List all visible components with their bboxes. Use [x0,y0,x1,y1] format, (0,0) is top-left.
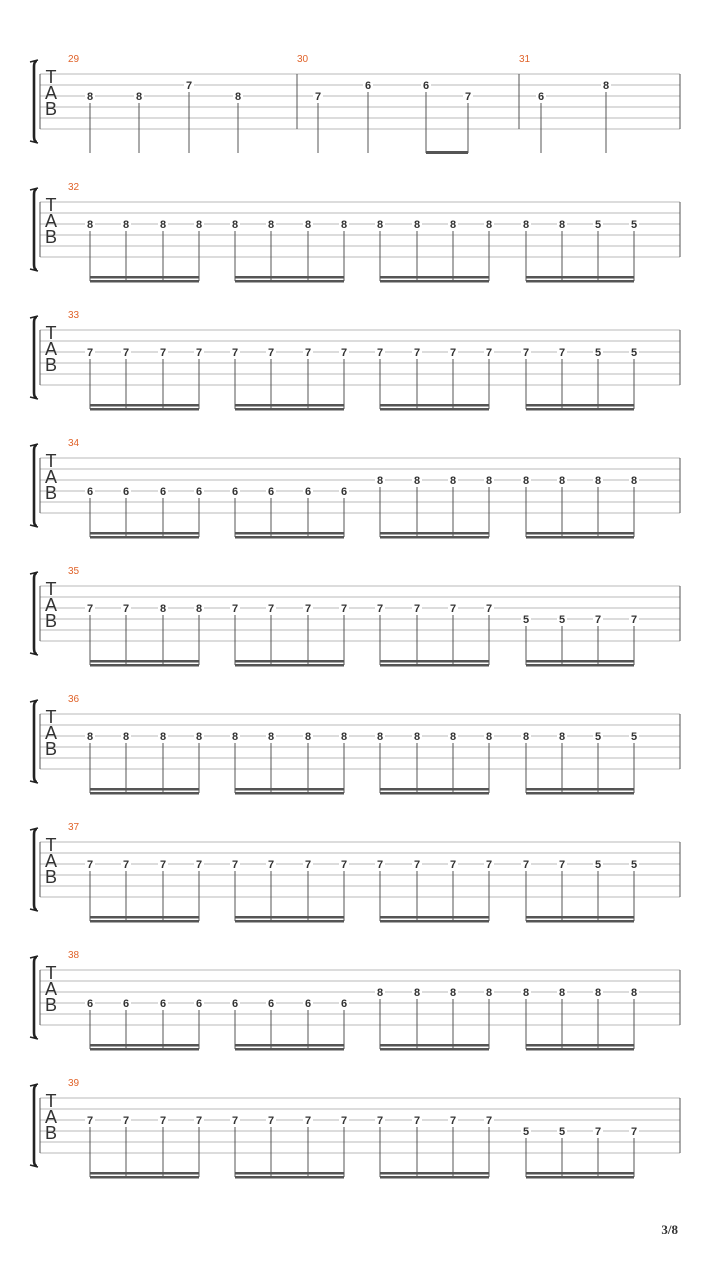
fret-number: 8 [159,219,167,231]
fret-number: 8 [159,603,167,615]
tab-system [30,822,680,923]
fret-number: 6 [231,998,239,1010]
measure-number: 38 [68,950,80,961]
fret-number: 5 [558,614,566,626]
fret-number: 7 [485,603,493,615]
tab-system [30,950,680,1051]
fret-number: 7 [340,603,348,615]
beam [526,664,634,667]
fret-number: 7 [376,603,384,615]
tab-system [30,1078,680,1179]
beam [526,276,634,279]
tab-system [30,54,680,154]
beam [90,536,199,539]
fret-number: 8 [485,219,493,231]
beam [380,664,489,667]
fret-number: 7 [267,347,275,359]
tab-clef-letter: A [44,339,58,359]
beam [380,1048,489,1051]
fret-number: 5 [630,731,638,743]
fret-number: 8 [86,731,94,743]
beam [526,1044,634,1047]
fret-number: 7 [376,859,384,871]
fret-number: 8 [449,731,457,743]
beam [90,1176,199,1179]
beam [526,1048,634,1051]
beam [235,1044,344,1047]
fret-number: 8 [267,219,275,231]
tab-clef-letter: T [45,707,57,727]
fret-number: 8 [86,91,94,103]
fret-number: 8 [413,219,421,231]
fret-number: 7 [485,347,493,359]
fret-number: 8 [376,475,384,487]
system-bracket [34,573,37,654]
beam [426,151,468,154]
beam [90,792,199,795]
fret-number: 7 [340,1115,348,1127]
tab-clef-letter: B [44,227,58,247]
fret-number: 8 [449,475,457,487]
fret-number: 8 [558,987,566,999]
fret-number: 8 [195,219,203,231]
fret-number: 7 [464,91,472,103]
beam [90,1048,199,1051]
tab-system [30,182,680,283]
fret-number: 7 [413,347,421,359]
beam [235,532,344,535]
fret-number: 8 [594,475,602,487]
fret-number: 8 [630,475,638,487]
tab-clef-letter: A [44,467,58,487]
beam [235,276,344,279]
system-bracket [34,701,37,782]
fret-number: 8 [159,731,167,743]
tab-system [30,694,680,795]
beam [526,660,634,663]
beam [90,276,199,279]
fret-number: 8 [340,731,348,743]
fret-number: 7 [122,603,130,615]
beam [90,404,199,407]
beam [526,920,634,923]
fret-number: 7 [522,347,530,359]
beam [380,660,489,663]
tab-clef-letter: B [44,995,58,1015]
beam [526,532,634,535]
tab-clef-letter: B [44,611,58,631]
system-bracket [34,829,37,910]
fret-number: 5 [558,1126,566,1138]
beam [235,408,344,411]
fret-number: 7 [522,859,530,871]
fret-number: 8 [485,731,493,743]
tab-clef-letter: A [44,1107,58,1127]
beam [380,788,489,791]
fret-number: 6 [422,80,430,92]
fret-number: 8 [340,219,348,231]
fret-number: 5 [594,731,602,743]
fret-number: 7 [449,1115,457,1127]
tab-clef-letter: A [44,979,58,999]
beam [380,1172,489,1175]
fret-number: 7 [304,603,312,615]
measure-number: 39 [68,1078,80,1089]
fret-number: 7 [86,347,94,359]
fret-number: 8 [413,475,421,487]
fret-number: 7 [558,859,566,871]
beam [235,660,344,663]
fret-number: 7 [304,859,312,871]
fret-number: 6 [267,486,275,498]
beam [380,408,489,411]
beam [90,788,199,791]
beam [90,532,199,535]
beam [235,664,344,667]
tab-clef-letter: A [44,83,58,103]
fret-number: 8 [234,91,242,103]
tab-clef-letter: B [44,867,58,887]
beam [90,664,199,667]
fret-number: 7 [449,859,457,871]
fret-number: 8 [558,219,566,231]
fret-number: 5 [522,614,530,626]
beam [526,1172,634,1175]
system-bracket [34,189,37,270]
beam [90,1044,199,1047]
fret-number: 7 [376,347,384,359]
fret-number: 6 [267,998,275,1010]
tab-system [30,438,680,539]
beam [526,404,634,407]
fret-number: 5 [630,859,638,871]
fret-number: 7 [413,1115,421,1127]
fret-number: 7 [340,859,348,871]
beam [380,792,489,795]
fret-number: 7 [413,859,421,871]
fret-number: 7 [314,91,322,103]
fret-number: 7 [122,1115,130,1127]
fret-number: 7 [195,1115,203,1127]
beam [526,916,634,919]
fret-number: 8 [304,731,312,743]
beam [90,280,199,283]
fret-number: 6 [195,998,203,1010]
beam [235,1176,344,1179]
beam [380,276,489,279]
fret-number: 5 [630,219,638,231]
fret-number: 7 [594,1126,602,1138]
beam [526,792,634,795]
fret-number: 8 [485,987,493,999]
tab-system [30,310,680,411]
tab-clef-letter: T [45,1091,57,1111]
fret-number: 6 [195,486,203,498]
tab-clef-letter: B [44,483,58,503]
system-bracket [34,317,37,398]
tab-system [30,566,680,667]
fret-number: 7 [449,603,457,615]
system-bracket [34,61,37,142]
measure-number: 34 [68,438,80,449]
fret-number: 8 [231,731,239,743]
beam [235,792,344,795]
fret-number: 8 [522,219,530,231]
fret-number: 7 [159,859,167,871]
beam [90,916,199,919]
beam [526,408,634,411]
fret-number: 7 [122,347,130,359]
fret-number: 8 [485,475,493,487]
fret-number: 7 [558,347,566,359]
beam [90,920,199,923]
fret-number: 8 [558,475,566,487]
fret-number: 6 [364,80,372,92]
beam [90,660,199,663]
fret-number: 5 [594,347,602,359]
tab-clef-letter: T [45,67,57,87]
fret-number: 7 [485,1115,493,1127]
fret-number: 8 [86,219,94,231]
fret-number: 5 [594,859,602,871]
beam [380,532,489,535]
tab-clef-letter: B [44,355,58,375]
beam [526,536,634,539]
beam [526,788,634,791]
fret-number: 7 [267,859,275,871]
beam [380,1176,489,1179]
tab-clef-letter: T [45,579,57,599]
fret-number: 6 [86,486,94,498]
fret-number: 7 [594,614,602,626]
fret-number: 7 [304,347,312,359]
tab-clef-letter: A [44,211,58,231]
measure-number: 37 [68,822,80,833]
fret-number: 7 [449,347,457,359]
beam [235,920,344,923]
tab-clef-letter: T [45,451,57,471]
beam [526,1176,634,1179]
fret-number: 7 [630,614,638,626]
fret-number: 8 [122,219,130,231]
beam [526,280,634,283]
fret-number: 8 [376,987,384,999]
fret-number: 6 [231,486,239,498]
fret-number: 8 [522,987,530,999]
fret-number: 7 [86,603,94,615]
fret-number: 6 [159,998,167,1010]
fret-number: 8 [267,731,275,743]
fret-number: 7 [376,1115,384,1127]
tab-clef-letter: B [44,739,58,759]
fret-number: 8 [449,219,457,231]
fret-number: 8 [231,219,239,231]
fret-number: 8 [195,731,203,743]
fret-number: 7 [159,347,167,359]
fret-number: 5 [594,219,602,231]
fret-number: 8 [630,987,638,999]
fret-number: 8 [195,603,203,615]
tab-clef-letter: A [44,723,58,743]
beam [380,920,489,923]
beam [90,408,199,411]
beam [235,788,344,791]
system-bracket [34,445,37,526]
fret-number: 5 [630,347,638,359]
fret-number: 8 [376,731,384,743]
system-bracket [34,1085,37,1166]
fret-number: 7 [185,80,193,92]
fret-number: 8 [122,731,130,743]
tab-clef-letter: B [44,1123,58,1143]
measure-number: 36 [68,694,80,705]
tab-clef-letter: T [45,963,57,983]
fret-number: 6 [304,998,312,1010]
fret-number: 8 [413,987,421,999]
fret-number: 7 [304,1115,312,1127]
tab-clef-letter: T [45,195,57,215]
beam [380,536,489,539]
fret-number: 8 [304,219,312,231]
fret-number: 6 [122,998,130,1010]
system-bracket [34,957,37,1038]
measure-number: 29 [68,54,80,65]
fret-number: 8 [558,731,566,743]
beam [380,1044,489,1047]
fret-number: 6 [86,998,94,1010]
fret-number: 6 [122,486,130,498]
beam [235,404,344,407]
measure-number: 32 [68,182,80,193]
fret-number: 6 [537,91,545,103]
beam [235,1048,344,1051]
beam [235,536,344,539]
fret-number: 6 [340,998,348,1010]
fret-number: 8 [602,80,610,92]
measure-number: 35 [68,566,80,577]
measure-number: 31 [519,54,531,65]
fret-number: 7 [485,859,493,871]
beam [235,280,344,283]
fret-number: 7 [195,347,203,359]
measure-number: 33 [68,310,80,321]
tab-clef-letter: A [44,851,58,871]
fret-number: 7 [413,603,421,615]
fret-number: 6 [340,486,348,498]
fret-number: 6 [159,486,167,498]
page-number: 3/8 [661,1222,678,1237]
fret-number: 7 [267,603,275,615]
fret-number: 7 [86,859,94,871]
beam [90,1172,199,1175]
fret-number: 7 [231,603,239,615]
tab-clef-letter: T [45,835,57,855]
fret-number: 8 [135,91,143,103]
fret-number: 7 [86,1115,94,1127]
fret-number: 8 [594,987,602,999]
fret-number: 8 [449,987,457,999]
beam [235,1172,344,1175]
beam [380,916,489,919]
fret-number: 7 [231,347,239,359]
fret-number: 8 [413,731,421,743]
fret-number: 8 [522,731,530,743]
tab-clef-letter: B [44,99,58,119]
beam [235,916,344,919]
fret-number: 7 [267,1115,275,1127]
fret-number: 6 [304,486,312,498]
tab-clef-letter: T [45,323,57,343]
fret-number: 7 [231,859,239,871]
beam [380,280,489,283]
fret-number: 7 [630,1126,638,1138]
fret-number: 8 [376,219,384,231]
fret-number: 8 [522,475,530,487]
fret-number: 7 [159,1115,167,1127]
fret-number: 7 [122,859,130,871]
fret-number: 5 [522,1126,530,1138]
beam [380,404,489,407]
fret-number: 7 [340,347,348,359]
fret-number: 7 [195,859,203,871]
fret-number: 7 [231,1115,239,1127]
tab-clef-letter: A [44,595,58,615]
measure-number: 30 [297,54,309,65]
